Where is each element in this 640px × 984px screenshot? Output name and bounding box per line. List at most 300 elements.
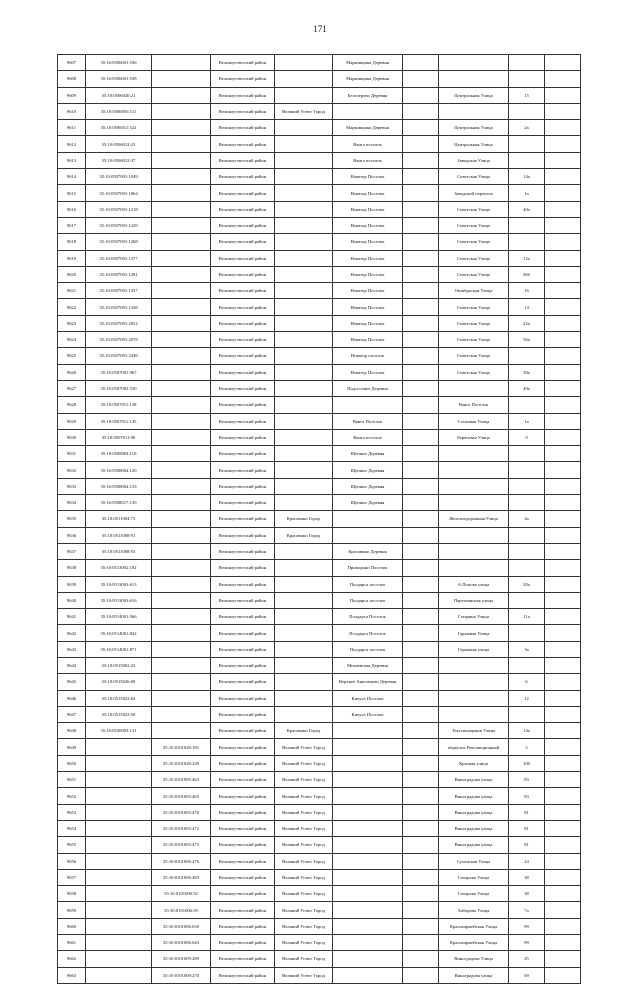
table-row	[58, 364, 581, 380]
cell-street: Виноградова улица	[439, 804, 509, 820]
table-row	[58, 495, 581, 511]
cell-cadastral-number-a: 35:10:0507011:90	[86, 429, 152, 445]
cell-settlement: Ванга поселок	[333, 152, 403, 168]
cell-city	[275, 201, 333, 217]
cell-city	[275, 169, 333, 185]
table-row	[58, 185, 581, 201]
cell-blank	[403, 560, 439, 576]
cell-city	[275, 87, 333, 103]
cell-blank	[403, 837, 439, 853]
cell-city: Великий Устюг Город	[275, 967, 333, 983]
cell-street: Сахарова Улица	[439, 869, 509, 885]
cell-row-number: 9619	[58, 250, 86, 266]
cell-extra-cell	[545, 902, 581, 918]
cell-house-number	[509, 462, 545, 478]
cell-city: Великий Устюг Город	[275, 103, 333, 119]
registry-table	[57, 54, 581, 984]
cell-settlement: Новатор Поселок	[333, 250, 403, 266]
cell-extra-cell	[545, 429, 581, 445]
cell-cadastral-number-b	[152, 625, 211, 641]
cell-cadastral-number-b	[152, 511, 211, 527]
cell-district: Великоустюгский район	[211, 674, 275, 690]
cell-settlement	[333, 804, 403, 820]
cell-cadastral-number-a: 35:10:0513003:613	[86, 576, 152, 592]
table-row	[58, 332, 581, 348]
cell-settlement: Щепино Деревня	[333, 462, 403, 478]
cell-cadastral-number-a	[86, 918, 152, 934]
cell-cadastral-number-a	[86, 902, 152, 918]
cell-row-number: 9639	[58, 576, 86, 592]
cell-cadastral-number-b: 35:10:0101005:472	[152, 820, 211, 836]
cell-city	[275, 332, 333, 348]
cell-row-number: 9622	[58, 299, 86, 315]
cell-settlement: Верхнее Анисимово Деревня	[333, 674, 403, 690]
cell-cadastral-number-b	[152, 413, 211, 429]
cell-street: Сухонская Улица	[439, 853, 509, 869]
cell-cadastral-number-a: 35:10:0507001:1277	[86, 250, 152, 266]
cell-city: Великий Устюг Город	[275, 918, 333, 934]
cell-blank	[403, 315, 439, 331]
cell-city	[275, 576, 333, 592]
cell-blank	[403, 788, 439, 804]
cell-blank	[403, 902, 439, 918]
cell-cadastral-number-b	[152, 527, 211, 543]
cell-extra-cell	[545, 364, 581, 380]
cell-row-number: 9641	[58, 609, 86, 625]
cell-blank	[403, 103, 439, 119]
cell-district: Великоустюгский район	[211, 478, 275, 494]
cell-blank	[403, 364, 439, 380]
cell-row-number: 9653	[58, 804, 86, 820]
cell-street	[439, 55, 509, 71]
cell-street: Гагарина Улица	[439, 609, 509, 625]
cell-extra-cell	[545, 951, 581, 967]
cell-blank	[403, 429, 439, 445]
cell-settlement	[333, 886, 403, 902]
cell-cadastral-number-b: 35:10:0101028:249	[152, 755, 211, 771]
cell-district: Великоустюгский район	[211, 348, 275, 364]
cell-cadastral-number-b	[152, 266, 211, 282]
cell-district: Великоустюгский район	[211, 788, 275, 804]
cell-house-number: 14а	[509, 169, 545, 185]
page-number: 171	[313, 24, 327, 34]
table-row	[58, 527, 581, 543]
cell-settlement: Новатор Поселок	[333, 201, 403, 217]
cell-row-number: 9634	[58, 495, 86, 511]
cell-blank	[403, 120, 439, 136]
table-row	[58, 55, 581, 71]
cell-cadastral-number-b	[152, 592, 211, 608]
cell-street	[439, 446, 509, 462]
table-row	[58, 706, 581, 722]
cell-row-number: 9661	[58, 935, 86, 951]
cell-house-number	[509, 55, 545, 71]
cell-house-number: 6	[509, 674, 545, 690]
cell-street: Железнодорожная Улица	[439, 511, 509, 527]
cell-district: Великоустюгский район	[211, 820, 275, 836]
cell-blank	[403, 511, 439, 527]
cell-row-number: 9607	[58, 55, 86, 71]
cell-settlement	[333, 755, 403, 771]
cell-street: Виноградова улица	[439, 788, 509, 804]
table-row	[58, 250, 581, 266]
cell-blank	[403, 332, 439, 348]
cell-cadastral-number-b: 35:10:0101005:473	[152, 837, 211, 853]
table-row	[58, 853, 581, 869]
cell-house-number: 25	[509, 951, 545, 967]
table-row	[58, 71, 581, 87]
cell-cadastral-number-a: 35:10:0507001:1281	[86, 266, 152, 282]
cell-house-number	[509, 527, 545, 543]
cell-extra-cell	[545, 886, 581, 902]
cell-cadastral-number-b	[152, 87, 211, 103]
cell-street: Виноградова улица	[439, 820, 509, 836]
cell-house-number: 3а	[509, 641, 545, 657]
cell-house-number: 49а	[509, 380, 545, 396]
cell-blank	[403, 886, 439, 902]
table-row	[58, 478, 581, 494]
cell-settlement: Щепино Деревня	[333, 446, 403, 462]
cell-cadastral-number-a: 35:10:0511008:93	[86, 543, 152, 559]
cell-cadastral-number-b	[152, 657, 211, 673]
cell-house-number	[509, 706, 545, 722]
table-row	[58, 657, 581, 673]
cell-extra-cell	[545, 869, 581, 885]
cell-settlement: Новатор Поселок	[333, 217, 403, 233]
table-row	[58, 103, 581, 119]
cell-blank	[403, 217, 439, 233]
cell-extra-cell	[545, 120, 581, 136]
cell-street: Виноградова улица	[439, 837, 509, 853]
cell-row-number: 9646	[58, 690, 86, 706]
cell-street: Красноармейская Улица	[439, 918, 509, 934]
cell-blank	[403, 543, 439, 559]
cell-street	[439, 543, 509, 559]
cell-extra-cell	[545, 511, 581, 527]
cell-cadastral-number-a: 35:10:0506001:536	[86, 55, 152, 71]
cell-house-number: 16	[509, 283, 545, 299]
cell-city: Великий Устюг Город	[275, 869, 333, 885]
cell-street: Береговая Улица	[439, 429, 509, 445]
cell-extra-cell	[545, 641, 581, 657]
cell-settlement: Новатор Поселок	[333, 332, 403, 348]
cell-city: Красавино Город	[275, 527, 333, 543]
cell-settlement: Новатор поселок	[333, 348, 403, 364]
cell-settlement: Новатор Поселок	[333, 315, 403, 331]
cell-city	[275, 217, 333, 233]
cell-house-number	[509, 152, 545, 168]
cell-cadastral-number-b	[152, 462, 211, 478]
cell-house-number: 15	[509, 87, 545, 103]
cell-street: Гаражная Улица	[439, 625, 509, 641]
cell-city	[275, 625, 333, 641]
cell-district: Великоустюгский район	[211, 592, 275, 608]
cell-cadastral-number-a	[86, 804, 152, 820]
cell-extra-cell	[545, 283, 581, 299]
cell-city	[275, 609, 333, 625]
cell-city	[275, 706, 333, 722]
cell-settlement	[333, 935, 403, 951]
table-row	[58, 967, 581, 983]
cell-row-number: 9621	[58, 283, 86, 299]
cell-row-number: 9611	[58, 120, 86, 136]
cell-cadastral-number-a	[86, 886, 152, 902]
cell-district: Великоустюгский район	[211, 576, 275, 592]
cell-blank	[403, 772, 439, 788]
cell-blank	[403, 446, 439, 462]
cell-cadastral-number-a	[86, 755, 152, 771]
cell-row-number: 9642	[58, 625, 86, 641]
cell-district: Великоустюгский район	[211, 185, 275, 201]
cell-cadastral-number-b	[152, 234, 211, 250]
cell-street: Виноградова Улица	[439, 951, 509, 967]
cell-district: Великоустюгский район	[211, 234, 275, 250]
cell-house-number: 22а	[509, 315, 545, 331]
cell-street: Советская Улица	[439, 332, 509, 348]
cell-cadastral-number-a	[86, 772, 152, 788]
cell-extra-cell	[545, 413, 581, 429]
cell-settlement: Приводино Поселок	[333, 560, 403, 576]
cell-cadastral-number-a: 35:10:0506011:522	[86, 120, 152, 136]
cell-district: Великоустюгский район	[211, 869, 275, 885]
cell-city: Великий Устюг Город	[275, 853, 333, 869]
cell-district: Великоустюгский район	[211, 299, 275, 315]
cell-cadastral-number-a: 35:10:0507001:2436	[86, 348, 152, 364]
cell-house-number: 11а	[509, 609, 545, 625]
cell-street	[439, 560, 509, 576]
cell-district: Великоустюгский район	[211, 283, 275, 299]
cell-row-number: 9652	[58, 788, 86, 804]
cell-extra-cell	[545, 462, 581, 478]
cell-row-number: 9662	[58, 951, 86, 967]
table-row	[58, 315, 581, 331]
cell-street: А.Попова улица	[439, 576, 509, 592]
cell-house-number: 2а	[509, 120, 545, 136]
cell-cadastral-number-a	[86, 853, 152, 869]
cell-cadastral-number-a: 35:10:0506012:37	[86, 152, 152, 168]
cell-extra-cell	[545, 234, 581, 250]
cell-settlement: Ванга поселок	[333, 136, 403, 152]
table-row	[58, 446, 581, 462]
cell-row-number: 9643	[58, 641, 86, 657]
cell-settlement: Полдарса поселок	[333, 592, 403, 608]
cell-cadastral-number-b	[152, 315, 211, 331]
table-row	[58, 543, 581, 559]
cell-street	[439, 495, 509, 511]
cell-cadastral-number-a: 35:10:0515023:64	[86, 690, 152, 706]
cell-street	[439, 380, 509, 396]
cell-city	[275, 543, 333, 559]
cell-house-number	[509, 592, 545, 608]
cell-city: Великий Устюг Город	[275, 902, 333, 918]
table-row	[58, 592, 581, 608]
cell-street: Хабарова Улица	[439, 902, 509, 918]
cell-city	[275, 478, 333, 494]
cell-extra-cell	[545, 755, 581, 771]
cell-settlement: Полдарса поселок	[333, 641, 403, 657]
cell-city	[275, 364, 333, 380]
cell-row-number: 9644	[58, 657, 86, 673]
cell-blank	[403, 250, 439, 266]
cell-settlement	[333, 837, 403, 853]
cell-district: Великоустюгский район	[211, 397, 275, 413]
table-row	[58, 136, 581, 152]
cell-blank	[403, 935, 439, 951]
cell-house-number: 36б	[509, 266, 545, 282]
cell-cadastral-number-a: 35:10:0507001:1229	[86, 217, 152, 233]
cell-house-number: 24	[509, 853, 545, 869]
cell-house-number	[509, 657, 545, 673]
cell-cadastral-number-a	[86, 967, 152, 983]
cell-row-number: 9608	[58, 71, 86, 87]
table-row	[58, 918, 581, 934]
cell-district: Великоустюгский район	[211, 120, 275, 136]
cell-extra-cell	[545, 446, 581, 462]
cell-extra-cell	[545, 723, 581, 739]
cell-house-number: 5	[509, 739, 545, 755]
cell-settlement	[333, 723, 403, 739]
cell-district: Великоустюгский район	[211, 429, 275, 445]
cell-extra-cell	[545, 152, 581, 168]
cell-row-number: 9624	[58, 332, 86, 348]
cell-city: Великий Устюг Город	[275, 820, 333, 836]
cell-house-number	[509, 478, 545, 494]
cell-row-number: 9660	[58, 918, 86, 934]
cell-street	[439, 462, 509, 478]
cell-district: Великоустюгский район	[211, 364, 275, 380]
cell-row-number: 9658	[58, 886, 86, 902]
cell-city	[275, 315, 333, 331]
cell-row-number: 9629	[58, 413, 86, 429]
cell-house-number	[509, 625, 545, 641]
cell-district: Великоустюгский район	[211, 853, 275, 869]
cell-row-number: 9626	[58, 364, 86, 380]
cell-house-number	[509, 446, 545, 462]
cell-district: Великоустюгский район	[211, 250, 275, 266]
cell-blank	[403, 592, 439, 608]
cell-cadastral-number-a: 35:10:0513002:102	[86, 560, 152, 576]
cell-district: Великоустюгский район	[211, 446, 275, 462]
cell-extra-cell	[545, 853, 581, 869]
cell-district: Великоустюгский район	[211, 967, 275, 983]
cell-cadastral-number-a: 35:10:0511004:73	[86, 511, 152, 527]
cell-extra-cell	[545, 625, 581, 641]
cell-blank	[403, 918, 439, 934]
cell-cadastral-number-b: 35:10:0101006:52	[152, 886, 211, 902]
cell-blank	[403, 723, 439, 739]
table-row	[58, 935, 581, 951]
cell-house-number: 7а	[509, 902, 545, 918]
cell-cadastral-number-a: 35:10:0513003:616	[86, 592, 152, 608]
cell-row-number: 9610	[58, 103, 86, 119]
cell-cadastral-number-b	[152, 380, 211, 396]
cell-house-number	[509, 348, 545, 364]
cell-district: Великоустюгский район	[211, 543, 275, 559]
cell-cadastral-number-a: 35:10:0508004:120	[86, 462, 152, 478]
cell-cadastral-number-b: 35:10:0101006:59	[152, 902, 211, 918]
cell-city: Великий Устюг Город	[275, 804, 333, 820]
cell-cadastral-number-a: 35:10:0514001:566	[86, 609, 152, 625]
cell-cadastral-number-a: 35:10:0507001:2052	[86, 315, 152, 331]
cell-street	[439, 706, 509, 722]
cell-street: Гаражная улица	[439, 641, 509, 657]
cell-row-number: 9650	[58, 755, 86, 771]
cell-cadastral-number-a	[86, 935, 152, 951]
cell-row-number: 9613	[58, 152, 86, 168]
cell-settlement	[333, 511, 403, 527]
cell-extra-cell	[545, 250, 581, 266]
cell-extra-cell	[545, 299, 581, 315]
cell-street: Ванга Поселок	[439, 397, 509, 413]
cell-district: Великоустюгский район	[211, 169, 275, 185]
cell-blank	[403, 299, 439, 315]
cell-street: Заводской переулок	[439, 185, 509, 201]
cell-settlement: Полдарса Поселок	[333, 609, 403, 625]
cell-street: Виноградова улица	[439, 967, 509, 983]
cell-street: Советская Улица	[439, 299, 509, 315]
cell-blank	[403, 625, 439, 641]
cell-extra-cell	[545, 87, 581, 103]
cell-settlement: Ванга Поселок	[333, 413, 403, 429]
cell-district: Великоустюгский район	[211, 511, 275, 527]
cell-district: Великоустюгский район	[211, 152, 275, 168]
cell-house-number: 81	[509, 804, 545, 820]
cell-district: Великоустюгский район	[211, 706, 275, 722]
cell-city	[275, 234, 333, 250]
cell-cadastral-number-b	[152, 71, 211, 87]
cell-blank	[403, 462, 439, 478]
cell-city	[275, 71, 333, 87]
cell-district: Великоустюгский район	[211, 201, 275, 217]
cell-district: Великоустюгский район	[211, 723, 275, 739]
cell-extra-cell	[545, 543, 581, 559]
cell-city	[275, 136, 333, 152]
cell-settlement: Щепино Деревня	[333, 478, 403, 494]
cell-house-number	[509, 543, 545, 559]
cell-row-number: 9633	[58, 478, 86, 494]
cell-cadastral-number-a: 35:10:0514001:871	[86, 641, 152, 657]
cell-district: Великоустюгский район	[211, 380, 275, 396]
cell-city	[275, 185, 333, 201]
cell-blank	[403, 641, 439, 657]
cell-settlement: Полдарса Поселок	[333, 625, 403, 641]
cell-cadastral-number-b	[152, 103, 211, 119]
table-row	[58, 772, 581, 788]
cell-city: Великий Устюг Город	[275, 886, 333, 902]
cell-city	[275, 120, 333, 136]
table-row	[58, 560, 581, 576]
cell-cadastral-number-b	[152, 332, 211, 348]
cell-row-number: 9614	[58, 169, 86, 185]
cell-row-number: 9616	[58, 201, 86, 217]
cell-extra-cell	[545, 495, 581, 511]
cell-row-number: 9645	[58, 674, 86, 690]
cell-cadastral-number-b	[152, 723, 211, 739]
cell-city	[275, 429, 333, 445]
cell-blank	[403, 87, 439, 103]
cell-blank	[403, 185, 439, 201]
cell-district: Великоустюгский район	[211, 641, 275, 657]
cell-blank	[403, 706, 439, 722]
cell-district: Великоустюгский район	[211, 136, 275, 152]
cell-blank	[403, 576, 439, 592]
cell-district: Великоустюгский район	[211, 87, 275, 103]
cell-cadastral-number-b: 35:10:0101006:476	[152, 853, 211, 869]
cell-house-number: 81	[509, 820, 545, 836]
cell-street: Текстильщиков Улица	[439, 723, 509, 739]
cell-cadastral-number-b	[152, 397, 211, 413]
cell-cadastral-number-a: 35:10:0511008:91	[86, 527, 152, 543]
